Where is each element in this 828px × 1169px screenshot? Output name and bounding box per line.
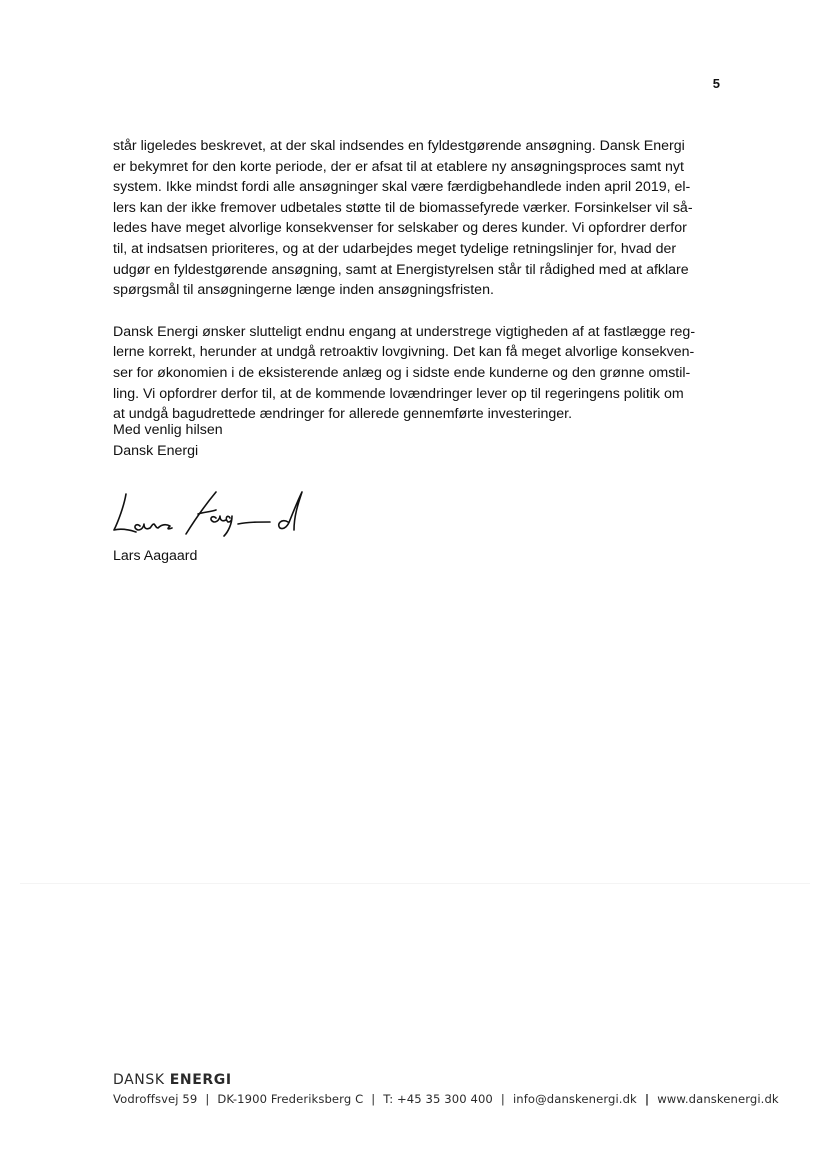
- paragraph-2: [113, 322, 719, 425]
- footer-contact-line: [113, 1092, 779, 1106]
- text-line: ser for økonomien i de eksisterende anlæg og i sidste ende kunderne og den grønne omstil-: [113, 364, 691, 381]
- text-line: lerne korrekt, herunder at undgå retroaktiv lovgivning. Det kan få meget alvorlige konsekven-: [113, 344, 695, 361]
- footer-city: DK-1900 Frederiksberg C: [217, 1092, 364, 1106]
- separator: |: [371, 1092, 376, 1106]
- letter-body: [113, 136, 719, 446]
- footer-website-link[interactable]: www.danskenergi.dk: [657, 1092, 779, 1106]
- text-line: lers kan der ikke fremover udbetales støtte til de biomassefyrede værker. Forsinkelser vil så-: [113, 199, 693, 216]
- text-line: udgør en fyldestgørende ansøgning, samt at Energistyrelsen står til rådighed med at afklare: [113, 261, 689, 278]
- footer-phone: T: +45 35 300 400: [383, 1092, 493, 1106]
- handwritten-signature: [112, 488, 312, 540]
- text-line: spørgsmål til ansøgningerne længe inden ansøgningsfristen.: [113, 282, 494, 299]
- text-line: ling. Vi opfordrer derfor til, at de kommende lovændringer lever op til regeringens politik om: [113, 385, 684, 402]
- text-line: Dansk Energi ønsker slutteligt endnu engang at understrege vigtigheden af at fastlægge reg-: [113, 323, 696, 340]
- separator: |: [644, 1092, 650, 1106]
- footer-address: Vodroffsvej 59: [113, 1092, 198, 1106]
- page-number: 5: [712, 76, 720, 91]
- closing-organization: Dansk Energi: [113, 442, 199, 459]
- closing-block: [113, 420, 223, 461]
- closing-greeting: Med venlig hilsen: [113, 422, 223, 438]
- text-line: ledes have meget alvorlige konsekvenser for selskaber og deres kunder. Vi opfordrer derfor: [113, 220, 687, 237]
- brand-word-light: DANSK: [113, 1072, 165, 1088]
- signer-name: Lars Aagaard: [113, 548, 198, 564]
- text-line: til, at indsatsen prioriteres, og at der udarbejdes meget tydelige retningslinjer for, hvad der: [113, 240, 677, 257]
- text-line: er bekymret for den korte periode, der er afsat til at etablere ny ansøgningsproces samt nyt: [113, 158, 684, 175]
- text-line: system. Ikke mindst fordi alle ansøgninger skal være færdigbehandlede inden april 2019, el-: [113, 179, 691, 196]
- separator: |: [205, 1092, 210, 1106]
- footer-brand-logo: [113, 1072, 232, 1088]
- brand-word-bold: ENERGI: [169, 1072, 232, 1088]
- footer-divider: [20, 883, 810, 884]
- text-line: står ligeledes beskrevet, at der skal indsendes en fyldestgørende ansøgning. Dansk Energi: [113, 138, 685, 154]
- separator: |: [500, 1092, 505, 1106]
- paragraph-1: [113, 136, 719, 301]
- text-line: at undgå bagudrettede ændringer for allerede gennemførte investeringer.: [113, 406, 573, 423]
- footer-email-link[interactable]: info@danskenergi.dk: [512, 1092, 637, 1106]
